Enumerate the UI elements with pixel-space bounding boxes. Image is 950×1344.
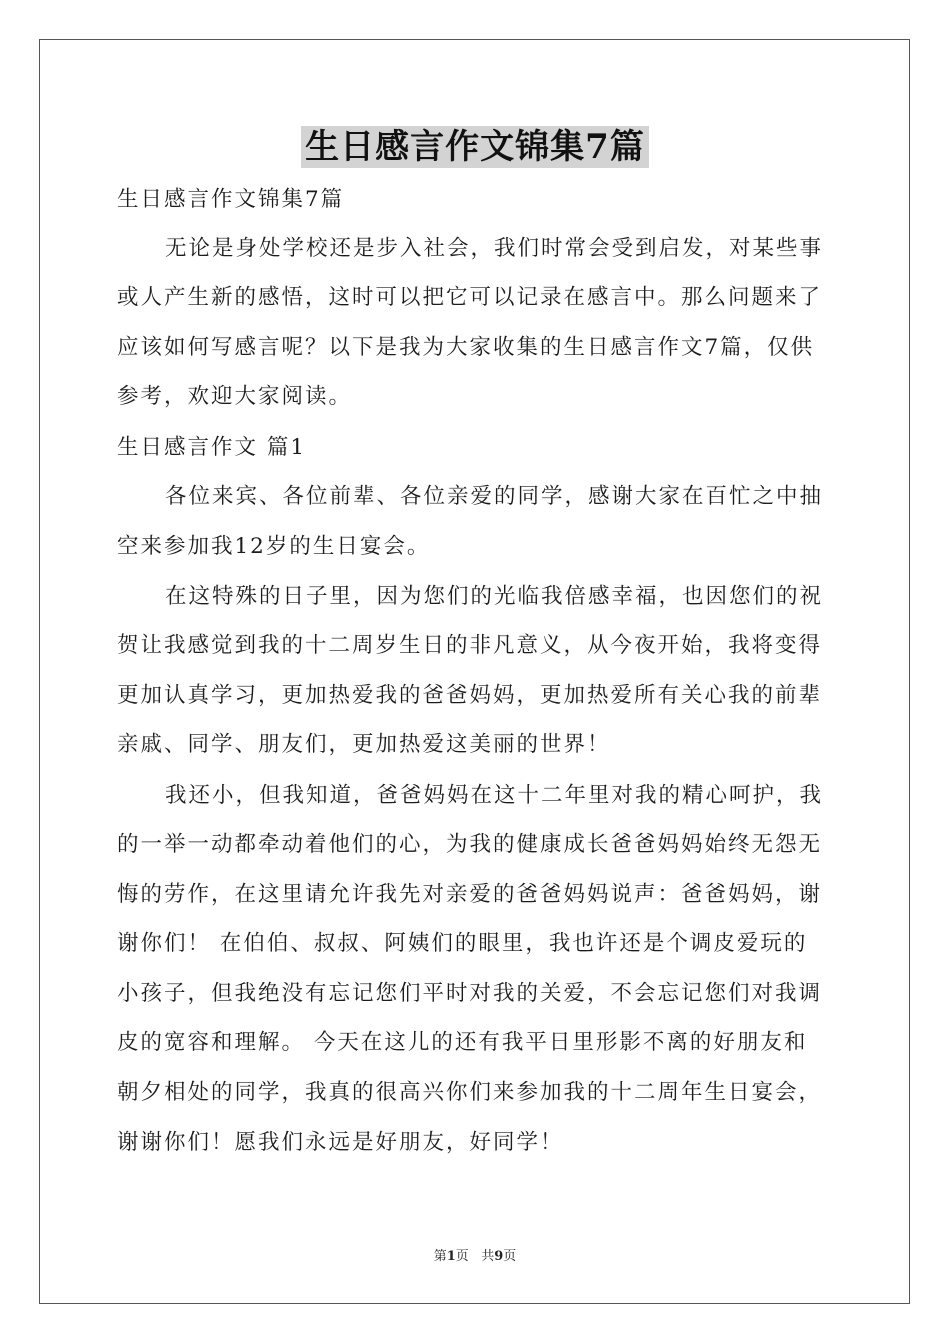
paragraph-3-line-4: 谢你们！ 在伯伯、叔叔、阿姨们的眼里，我也许还是个调皮爱玩的 [117,931,808,956]
paragraph-2-line-3: 更加认真学习，更加热爱我的爸爸妈妈，更加热爱所有关心我的前辈 [117,683,823,708]
paragraph-3-line-7: 朝夕相处的同学，我真的很高兴你们来参加我的十二周年生日宴会， [117,1080,823,1105]
current-page-number: 1 [446,1249,456,1264]
paragraph-1-line-2: 空来参加我12岁的生日宴会。 [117,534,431,559]
title-block [0,126,950,168]
intro-line-4: 参考，欢迎大家阅读。 [117,384,353,409]
intro-line-1: 无论是身处学校还是步入社会，我们时常会受到启发，对某些事 [165,236,824,261]
paragraph-3-line-6: 皮的宽容和理解。 今天在这儿的还有我平日里形影不离的好朋友和 [117,1030,808,1055]
paragraph-3-line-3: 悔的劳作，在这里请允许我先对亲爱的爸爸妈妈说声：爸爸妈妈，谢 [117,882,823,907]
total-suffix: 页 [503,1249,517,1264]
page-footer [0,1248,950,1266]
intro-line-2: 或人产生新的感悟，这时可以把它可以记录在感言中。那么问题来了 [117,285,823,310]
section-heading: 生日感言作文 篇1 [117,435,307,460]
paragraph-2-line-4: 亲戚、同学、朋友们，更加热爱这美丽的世界！ [117,732,611,757]
total-page-count: 9 [494,1249,504,1264]
paragraph-3-line-5: 小孩子，但我绝没有忘记您们平时对我的关爱，不会忘记您们对我调 [117,981,823,1006]
page-border [39,39,910,1304]
document-subtitle: 生日感言作文锦集7篇 [117,187,345,212]
paragraph-3-line-8: 谢谢你们！愿我们永远是好朋友，好同学！ [117,1130,564,1155]
page-prefix: 第 [433,1249,447,1264]
document-title: 生日感言作文锦集7篇 [301,126,649,168]
page-suffix: 页 [455,1249,469,1264]
paragraph-2-line-2: 贺让我感觉到我的十二周岁生日的非凡意义，从今夜开始，我将变得 [117,633,823,658]
total-prefix: 共 [481,1249,495,1264]
paragraph-3-line-1: 我还小，但我知道，爸爸妈妈在这十二年里对我的精心呵护，我 [165,783,824,808]
intro-line-3: 应该如何写感言呢？以下是我为大家收集的生日感言作文7篇，仅供 [117,335,815,360]
paragraph-3-line-2: 的一举一动都牵动着他们的心，为我的健康成长爸爸妈妈始终无怨无 [117,832,823,857]
paragraph-1-line-1: 各位来宾、各位前辈、各位亲爱的同学，感谢大家在百忙之中抽 [165,484,824,509]
paragraph-2-line-1: 在这特殊的日子里，因为您们的光临我倍感幸福，也因您们的祝 [165,584,824,609]
